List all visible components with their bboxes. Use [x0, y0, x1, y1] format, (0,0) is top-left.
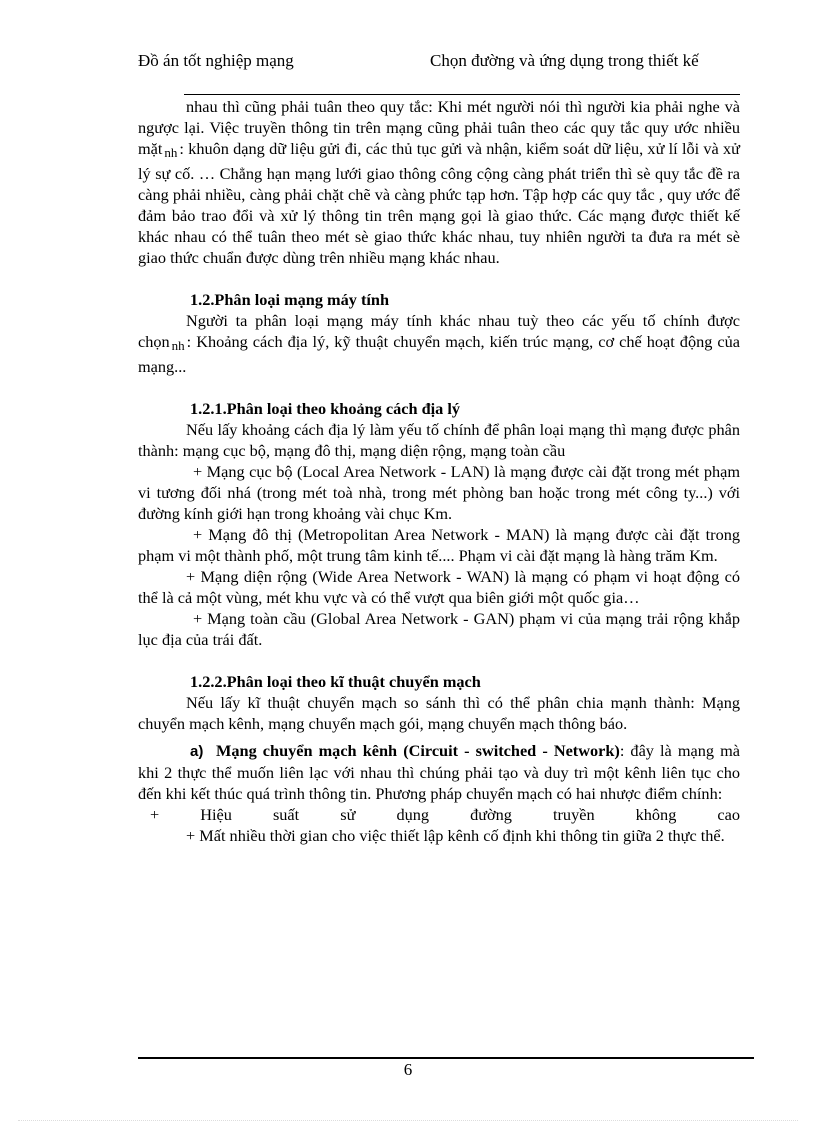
bullet-efficiency: + Hiệu suất sử dụng đường truyền không cao	[150, 805, 740, 824]
item-gan: + Mạng toàn cầu (Global Area Network - GAN) phạm vi của mạng trải rộng khắp lục địa của trái đất.	[138, 609, 740, 649]
paragraph-circuit-switched: a) Mạng chuyển mạch kênh (Circuit - switched - Network): đây là mạng mà khi 2 thực thể muốn liên lạc với nhau thì chúng phải tạo và duy trì một kênh liên tục cho đến khi kết thúc quá trình thông tin. Phương pháp chuyển mạch có hai nhược điểm chính:	[138, 741, 740, 803]
heading-1-2-1: 1.2.1.Phân loại theo khoảng cách địa lý	[190, 399, 461, 418]
item-wan: + Mạng diện rộng (Wide Area Network - WAN) là mạng có phạm vi hoạt động có thể là cả một vùng, mét khu vực và có thể vượt qua biên giới một quốc gia…	[138, 567, 740, 607]
paragraph-classification: Người ta phân loại mạng máy tính khác nhau tuỳ theo các yếu tố chính được chọn nh : Khoảng cách địa lý, kỹ thuật chuyển mạch, kiến trúc mạng, cơ chế hoạt động của mạng...	[138, 311, 740, 376]
header-left: Đồ án tốt nghiệp mạng	[138, 51, 294, 70]
item-man: + Mạng đô thị (Metropolitan Area Network - MAN) là mạng được cài đặt trong phạm vi một thành phố, một trung tâm kinh tế.... Phạm vi cài đặt mạng là hàng trăm Km.	[138, 525, 740, 565]
paragraph-protocol: nhau thì cũng phải tuân theo quy tắc: Khi mét người nói thì người kia phải nghe và ngược lại. Việc truyền thông tin trên mạng cũng phải tuân theo các quy tắc quy ước nhiều mặt nh : khuôn dạng dữ liệu gửi đi, các thủ tục gửi và nhận, kiểm soát dữ liệu, xử lí lỗi và xử lý sự cố. … Chẳng hạn mạng lưới giao thông công cộng càng phát triển thì sè quy tắc đề ra càng phải nhiều, càng phải chặt chẽ và càng phức tạp hơn. Tập hợp các quy tắc , quy ước để đảm bảo trao đổi và xử lý thông tin trên mạng gọi là giao thức. Các mạng được thiết kế khác nhau có thể tuân theo mét sè giao thức khác nhau, tuy nhiên người ta đưa ra mét sè giao thức chuẩn được dùng trên nhiều mạng khác nhau.	[138, 97, 740, 267]
footer-rule	[138, 1057, 754, 1059]
page-edge-divider	[18, 1120, 798, 1121]
header-rule	[184, 94, 740, 95]
bullet-setup-time: + Mất nhiều thời gian cho việc thiết lập kênh cố định khi thông tin giữa 2 thực thể.	[186, 826, 725, 845]
heading-1-2-2: 1.2.2.Phân loại theo kĩ thuật chuyển mạch	[190, 672, 481, 691]
item-label-a: a)	[190, 743, 204, 760]
paragraph-geography: Nếu lấy khoảng cách địa lý làm yếu tố chính để phân loại mạng thì mạng được phân thành: mạng cục bộ, mạng đô thị, mạng diện rộng, mạng toàn cầu	[138, 420, 740, 460]
inline-nh: nh	[171, 338, 185, 353]
page-number: 6	[403, 1060, 413, 1079]
body-content	[138, 96, 740, 846]
paragraph-switching: Nếu lấy kĩ thuật chuyển mạch so sánh thì có thể phân chia mạnh thành: Mạng chuyển mạch kênh, mạng chuyển mạch gói, mạng chuyển mạch thông báo.	[138, 693, 740, 733]
inline-nh: nh	[164, 145, 178, 160]
header-right: Chọn đường và ứng dụng trong thiết kế	[430, 51, 699, 70]
item-lan: + Mạng cục bộ (Local Area Network - LAN) là mạng được cài đặt trong mét phạm vi tương đối nhá (trong mét toà nhà, trong mét phòng ban hoặc trong mét công ty...) với đường kính giới hạn trong khoảng vài chục Km.	[138, 462, 740, 523]
heading-1-2: 1.2.Phân loại mạng máy tính	[190, 290, 390, 309]
